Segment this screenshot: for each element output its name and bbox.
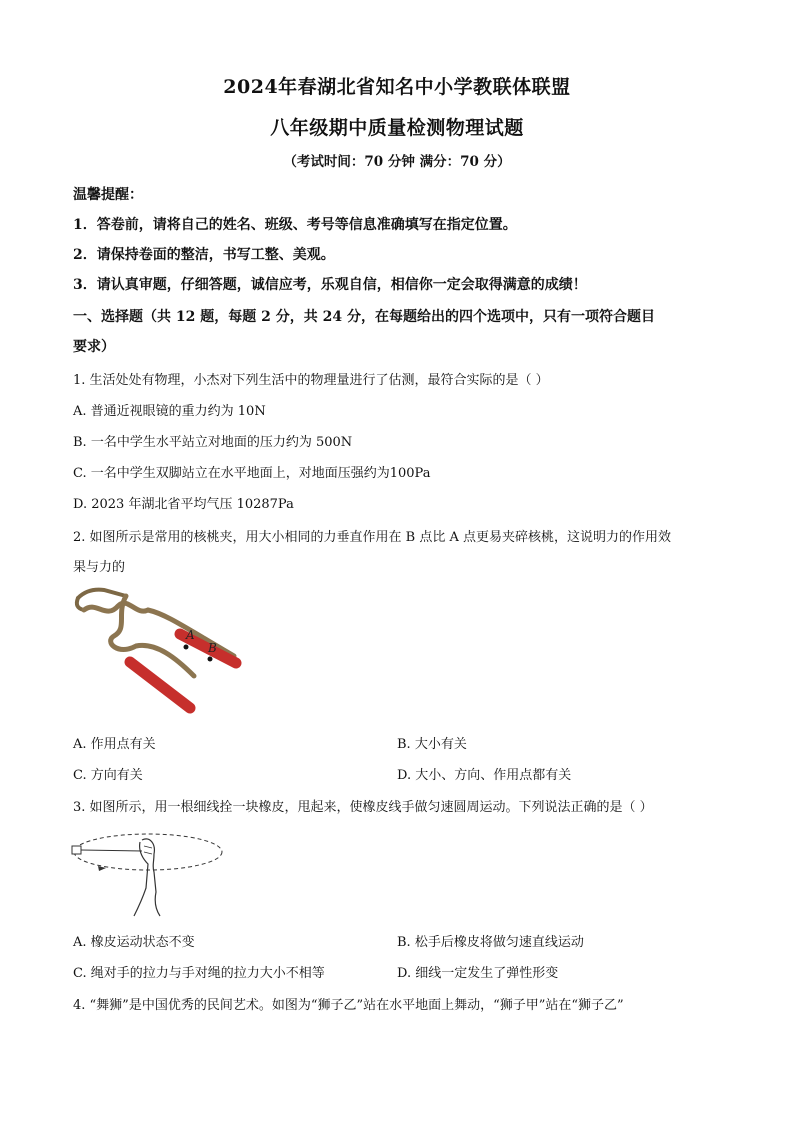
- q1-option-a: A. 普通近视眼镜的重力约为 10N: [73, 404, 266, 419]
- q1-option-b: B. 一名中学生水平站立对地面的压力约为 500N: [73, 435, 353, 450]
- reminder-item: 1．答卷前，请将自己的姓名、班级、考号等信息准确填写在指定位置。: [73, 217, 517, 233]
- q1-option-d: D. 2023 年湖北省平均气压 10287Pa: [73, 497, 294, 512]
- section-heading-cont: 要求）: [73, 339, 115, 355]
- point-b-label: B: [208, 641, 217, 655]
- point-a-label: A: [186, 628, 195, 642]
- q2-stem: 2. 如图所示是常用的核桃夹，用大小相同的力垂直作用在 B 点比 A 点更易夹碎核桃，这说明力的作用效: [73, 530, 672, 545]
- eraser-circle-figure: [68, 826, 228, 918]
- q2-option-a: A. 作用点有关: [73, 737, 156, 752]
- q1-option-c: C. 一名中学生双脚站立在水平地面上，对地面压强约为100Pa: [73, 466, 431, 481]
- point-a-dot: [184, 645, 189, 650]
- q4-stem: 4. “舞狮”是中国优秀的民间艺术。如图为“狮子乙”站在水平地面上舞动，“狮子甲”站在“狮子乙”: [73, 998, 624, 1013]
- q2-stem-cont: 果与力的: [73, 560, 126, 575]
- reminder-item: 2．请保持卷面的整洁，书写工整、美观。: [73, 247, 335, 263]
- point-b-dot: [208, 657, 213, 662]
- exam-info: （考试时间：70 分钟 满分：70 分）: [283, 154, 511, 170]
- section-heading: 一、选择题（共 12 题，每题 2 分，共 24 分，在每题给出的四个选项中，只有一项符合题目: [73, 309, 655, 325]
- q3-stem: 3. 如图所示，用一根细线拴一块橡皮，甩起来，使橡皮线手做匀速圆周运动。下列说法正确的是（ ）: [73, 800, 653, 815]
- q3-option-b: B. 松手后橡皮将做匀速直线运动: [397, 935, 584, 950]
- reminder-item: 3．请认真审题，仔细答题，诚信应考，乐观自信，相信你一定会取得满意的成绩！: [73, 277, 587, 293]
- eraser-shape: [72, 846, 81, 854]
- q3-option-c: C. 绳对手的拉力与手对绳的拉力大小不相等: [73, 966, 325, 981]
- exam-subtitle: 八年级期中质量检测物理试题: [270, 117, 524, 139]
- nutcracker-figure: [66, 584, 246, 726]
- q2-option-c: C. 方向有关: [73, 768, 143, 783]
- exam-title: 2024年春湖北省知名中小学教联体联盟: [223, 76, 571, 98]
- q3-option-d: D. 细线一定发生了弹性形变: [397, 966, 559, 981]
- q2-option-d: D. 大小、方向、作用点都有关: [397, 768, 572, 783]
- q2-option-b: B. 大小有关: [397, 737, 467, 752]
- q1-stem: 1. 生活处处有物理，小杰对下列生活中的物理量进行了估测，最符合实际的是（ ）: [73, 373, 549, 388]
- reminder-heading: 温馨提醒：: [73, 187, 143, 203]
- q3-option-a: A. 橡皮运动状态不变: [73, 935, 195, 950]
